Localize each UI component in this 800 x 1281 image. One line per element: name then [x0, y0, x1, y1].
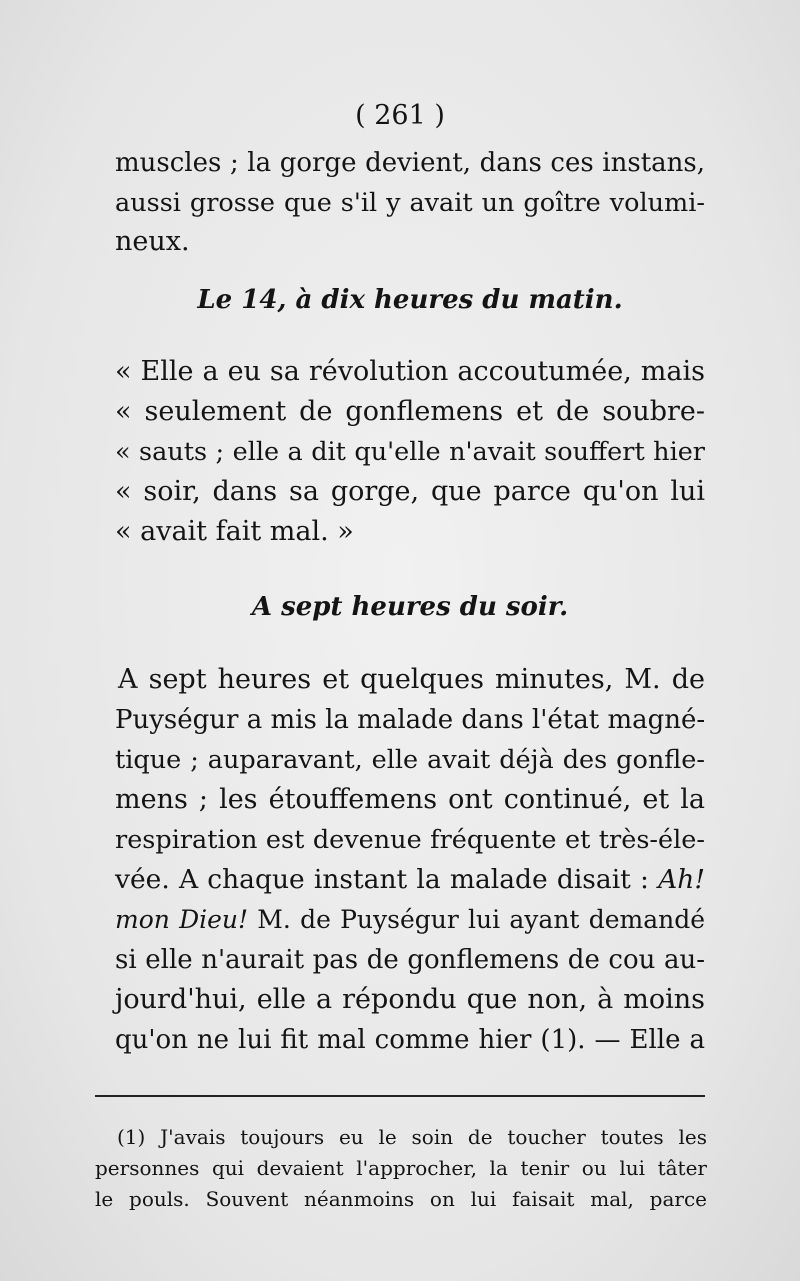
text-line: qu'on ne lui fit mal comme hier (1). — Elle a	[115, 1025, 705, 1055]
text-line: respiration est devenue fréquente et très-éle-	[115, 825, 705, 855]
text-line: neux.	[115, 226, 190, 257]
text-line: mens ; les étouffemens ont continué, et la	[115, 784, 705, 815]
text-line: jourd'hui, elle a répondu que non, à moins	[115, 984, 705, 1015]
text-segment: M. de Puységur lui ayant demandé	[248, 905, 705, 934]
footnote-line: personnes qui devaient l'approcher, la tenir ou lui tâter	[95, 1156, 707, 1180]
text-line	[115, 900, 705, 940]
quote-line: « soir, dans sa gorge, que parce qu'on lui	[115, 476, 705, 507]
text-line: aussi grosse que s'il y avait un goître volumi-	[115, 188, 705, 218]
footnote-line: le pouls. Souvent néanmoins on lui faisait mal, parce	[95, 1187, 707, 1211]
text-line: tique ; auparavant, elle avait déjà des gonfle-	[115, 745, 705, 775]
footnote-line: (1) J'avais toujours eu le soin de toucher toutes les	[117, 1125, 707, 1149]
page-number: ( 261 )	[355, 100, 445, 131]
text-line: Puységur a mis la malade dans l'état magné-	[115, 705, 706, 735]
text-line: A sept heures et quelques minutes, M. de	[118, 664, 705, 695]
text-segment: vée. A chaque instant la malade disait :	[115, 864, 659, 895]
text-line	[115, 860, 705, 900]
footnote-divider	[95, 1095, 705, 1097]
text-line: si elle n'aurait pas de gonflemens de cou au-	[115, 945, 705, 975]
quote-line: « Elle a eu sa révolution accoutumée, mais	[115, 356, 705, 387]
italic-exclamation: Ah!	[658, 864, 705, 895]
quote-line: « sauts ; elle a dit qu'elle n'avait souffert hier	[115, 437, 705, 467]
italic-exclamation: mon Dieu!	[115, 905, 249, 934]
quote-line: « avait fait mal. »	[115, 516, 354, 547]
text-line: muscles ; la gorge devient, dans ces instans,	[115, 148, 705, 178]
quote-line: « seulement de gonflemens et de soubre-	[115, 396, 705, 427]
section-heading-evening: A sept heures du soir.	[251, 592, 569, 622]
section-heading-morning: Le 14, à dix heures du matin.	[197, 285, 623, 315]
